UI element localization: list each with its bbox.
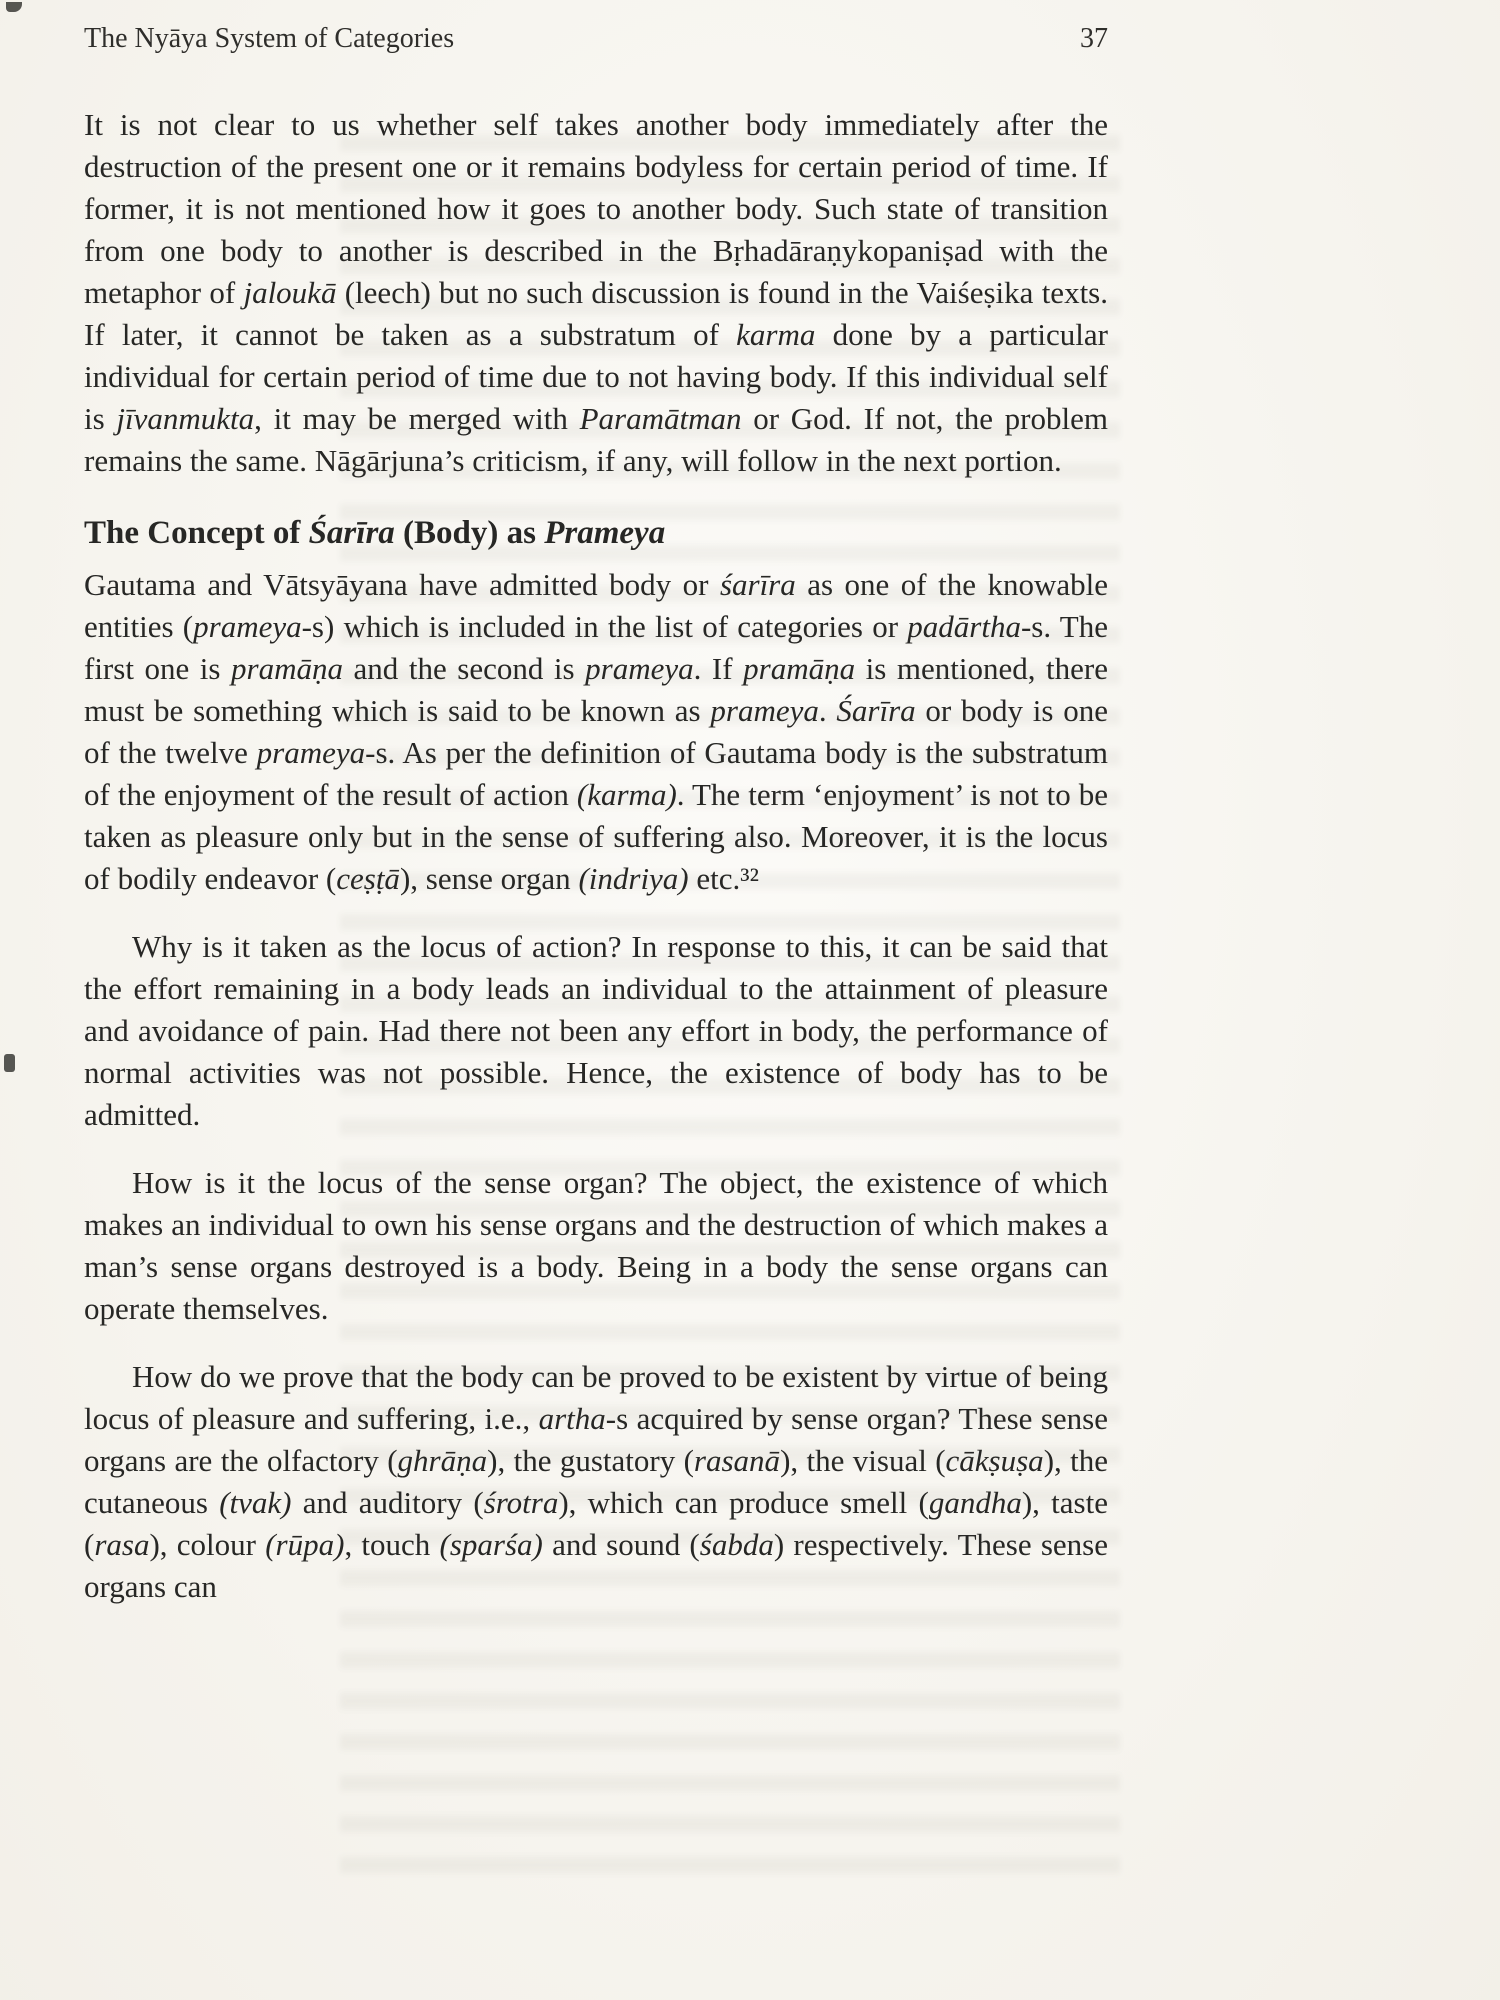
italic-term: prameya (710, 693, 819, 728)
page-number: 37 (1080, 23, 1108, 54)
italic-term: Paramātman (579, 401, 742, 436)
italic-term: śarīra (719, 567, 796, 602)
italic-term: rasa (94, 1527, 150, 1562)
italic-term: prameya (585, 651, 694, 686)
italic-term: ghrāṇa (397, 1443, 488, 1478)
text-run: ), which can produce smell ( (558, 1485, 929, 1520)
italic-term: (rūpa) (265, 1527, 345, 1562)
text-run: The Concept of (84, 515, 309, 551)
italic-term: padārtha (907, 609, 1021, 644)
text-run: How is it the locus of the sense organ? The object, the existence of which makes an individual to own his sense organs and the destruction of which makes a man’s sense organs destroyed is a body. Being in a body the sense organs can operate themselves. (84, 1165, 1108, 1326)
text-run: , touch (344, 1527, 440, 1562)
page-content (84, 0, 1108, 1608)
italic-term: śrotra (483, 1485, 559, 1520)
italic-term: pramāṇa (743, 651, 856, 686)
italic-term: Śarīra (836, 693, 916, 728)
paragraph-sense-organs (84, 1356, 1108, 1608)
text-run: . The term ‘enjoyment’ is not to be taken as pleasure only but in the sense of suffering also. Moreover, it is the locus of bodily endeavor ( (84, 777, 1109, 896)
italic-term: karma (736, 317, 816, 352)
italic-term: jīvanmukta (116, 401, 255, 436)
text-run: -s. The first one is (84, 609, 1109, 686)
text-run: as one of the knowable entities ( (84, 567, 1108, 644)
text-run: -s) which is included in the list of categories or (301, 609, 908, 644)
text-run: ), colour (149, 1527, 266, 1562)
italic-term: jaloukā (243, 275, 337, 310)
italic-term: (indriya) (578, 861, 689, 896)
text-run: ), the visual ( (780, 1443, 946, 1478)
paragraph-self-transition (84, 104, 1108, 482)
text-run: , it may be merged with (254, 401, 580, 436)
italic-term: cākṣuṣa (945, 1443, 1044, 1478)
text-run: (Body) as (394, 515, 545, 551)
text-run: is mentioned, there must be something which is said to be known as (84, 651, 1108, 728)
text-run: . If (693, 651, 744, 686)
text-run: ), the cutaneous (84, 1443, 1109, 1520)
italic-term: pramāṇa (231, 651, 343, 686)
italic-term: artha (538, 1401, 606, 1436)
italic-term: (tvak) (219, 1485, 292, 1520)
paragraph-locus-of-action (84, 926, 1108, 1136)
section-heading (84, 512, 1108, 554)
text-run: Gautama and Vātsyāyana have admitted body or (84, 567, 720, 602)
text-run: -s. As per the definition of Gautama body is the substratum of the enjoyment of the result of action (84, 735, 1108, 812)
text-run: and the second is (342, 651, 586, 686)
italic-term: Prameya (544, 515, 666, 551)
text-run: or God. If not, the problem remains the same. Nāgārjuna’s criticism, if any, will follow in the next portion. (84, 401, 1108, 478)
italic-term: śabda (699, 1527, 774, 1562)
italic-term: (karma) (576, 777, 677, 812)
text-run: . (818, 693, 837, 728)
paragraph-sarira-prameya (84, 564, 1108, 900)
text-run: Why is it taken as the locus of action? In response to this, it can be said that the effort remaining in a body leads an individual to the attainment of pleasure and avoidance of pain. Had there not been any effort in body, the performance of normal activities was not possible. Hence, the existence of body has to be admitted. (84, 929, 1108, 1132)
italic-term: gandha (928, 1485, 1022, 1520)
text-run: etc.³² (688, 861, 759, 896)
italic-term: Śarīra (308, 515, 395, 551)
text-run: It is not clear to us whether self takes another body immediately after the destruction of the present one or it remains bodyless for certain period of time. If former, it is not mentioned how it goes to another body. Such state of transition from one body to another is described in the Bṛhadāraṇykopaniṣad with the metaphor of (84, 107, 1108, 310)
text-run: done by a particular individual for certain period of time due to not having body. If this individual self is (84, 317, 1108, 436)
running-header (84, 0, 1108, 56)
text-run: or body is one of the twelve (84, 693, 1109, 770)
italic-term: prameya (193, 609, 302, 644)
running-header-title: The Nyāya System of Categories (84, 23, 455, 54)
italic-term: prameya (256, 735, 366, 770)
text-run: ), the gustatory ( (487, 1443, 694, 1478)
italic-term: rasanā (693, 1443, 781, 1478)
text-run: How do we prove that the body can be proved to be existent by virtue of being locus of pleasure and suffering, i.e., (84, 1359, 1108, 1436)
text-run: ) respectively. These sense organs can (84, 1527, 1108, 1604)
scan-artifact (6, 2, 22, 12)
text-run: ), taste ( (84, 1485, 1108, 1562)
scan-artifact (4, 1054, 15, 1072)
text-run: and sound ( (542, 1527, 700, 1562)
paragraph-locus-of-sense-organ (84, 1162, 1108, 1330)
italic-term: (sparśa) (439, 1527, 543, 1562)
text-run: (leech) but no such discussion is found in the Vaiśeṣika texts. If later, it cannot be taken as a substratum of (84, 275, 1108, 352)
text-run: -s acquired by sense organ? These sense organs are the olfactory ( (84, 1401, 1108, 1478)
text-run: and auditory ( (291, 1485, 484, 1520)
text-run: ), sense organ (399, 861, 579, 896)
italic-term: ceṣṭā (336, 861, 400, 896)
